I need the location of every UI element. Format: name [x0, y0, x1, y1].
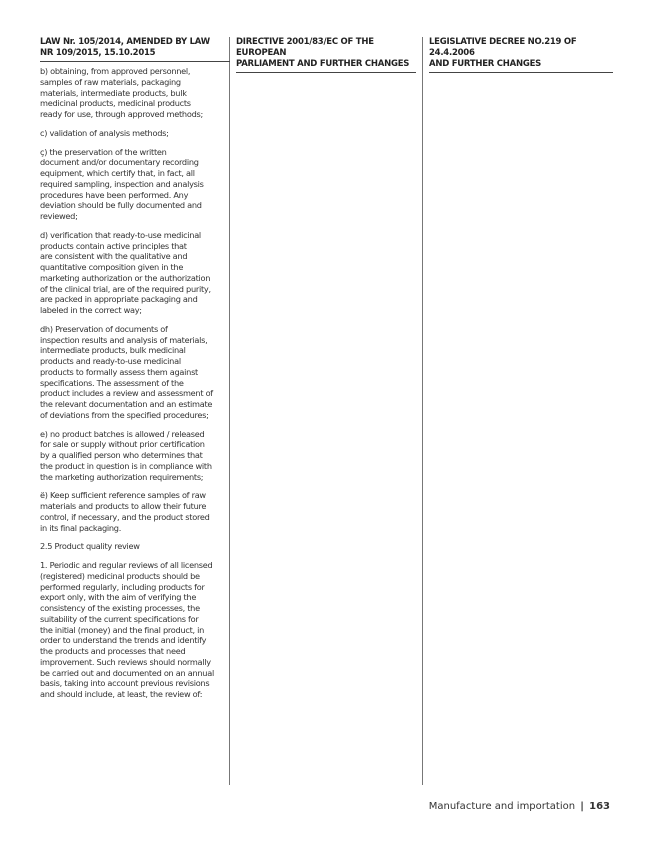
- text-line: medicinal products, medicinal products: [40, 98, 191, 109]
- text-line: in its final packaging.: [40, 522, 122, 533]
- text-line: are consistent with the qualitative and: [40, 251, 188, 262]
- text-line: c) validation of analysis methods;: [40, 127, 169, 138]
- paragraph: [40, 66, 230, 120]
- text-line: basis, taking into account previous revisions: [40, 678, 210, 689]
- text-line: dh) Preservation of documents of: [40, 323, 168, 334]
- header-line: DIRECTIVE 2001/83/EC OF THE EUROPEAN: [236, 37, 374, 58]
- text-line: labeled in the correct way;: [40, 305, 142, 315]
- text-line: the relevant documentation and an estimate: [40, 399, 213, 409]
- text-line: performed regularly, including products for: [40, 581, 205, 592]
- text-line: are packed in appropriate packaging and: [40, 294, 198, 305]
- text-line: suitability of the current specifications for: [40, 613, 199, 624]
- text-line: improvement. Such reviews should normally: [40, 656, 211, 667]
- paragraph: [40, 147, 230, 222]
- footer-separator: |: [580, 801, 584, 812]
- text-line: (registered) medicinal products should be: [40, 570, 200, 581]
- text-line: deviation should be fully documented and: [40, 200, 202, 211]
- text-line: marketing authorization or the authorization: [40, 272, 211, 283]
- text-line: ready for use, through approved methods;: [40, 109, 203, 119]
- page-footer: [429, 801, 610, 812]
- text-line: 1. Periodic and regular reviews of all licensed: [40, 560, 213, 570]
- text-line: equipment, which certify that, in fact, all: [40, 168, 195, 178]
- text-line: intermediate products, bulk medicinal: [40, 345, 186, 356]
- paragraph: [40, 490, 230, 533]
- column-divider: [422, 37, 423, 785]
- column-directive-2001-83-ec: [236, 37, 416, 73]
- paragraph: [40, 429, 230, 483]
- text-line: document and/or documentary recording: [40, 157, 199, 168]
- text-line: for sale or supply without prior certification: [40, 439, 205, 450]
- text-line: the initial (money) and the final product, in: [40, 624, 205, 635]
- column-header-legislative-decree: [429, 37, 613, 73]
- text-line: inspection results and analysis of materials,: [40, 334, 208, 345]
- paragraph: [40, 128, 230, 139]
- text-line: procedures have been performed. Any: [40, 189, 189, 200]
- text-line: the products and processes that need: [40, 646, 186, 656]
- footer-section-title: Manufacture and importation: [428, 801, 576, 812]
- header-line: AND FURTHER CHANGES: [429, 59, 542, 69]
- text-line: samples of raw materials, packaging: [40, 76, 181, 87]
- text-line: order to understand the trends and identify: [40, 635, 207, 646]
- text-line: quantitative composition given in the: [40, 262, 184, 272]
- text-line: the marketing authorization requirements;: [40, 471, 204, 482]
- text-line: ë) Keep sufficient reference samples of raw: [40, 490, 206, 501]
- paragraph: [40, 324, 230, 421]
- paragraph: [40, 541, 230, 552]
- text-line: reviewed;: [40, 211, 78, 221]
- text-line: required sampling, inspection and analysis: [40, 178, 204, 189]
- text-line: be carried out and documented on an annual: [40, 667, 214, 678]
- text-line: consistency of the existing processes, the: [40, 603, 200, 613]
- header-line: NR 109/2015, 15.10.2015: [40, 48, 156, 58]
- text-line: materials, intermediate products, bulk: [40, 87, 187, 98]
- header-line: LAW Nr. 105/2014, AMENDED BY LAW: [40, 37, 210, 47]
- column-body: [40, 66, 230, 700]
- column-law-105-2014: [40, 37, 230, 708]
- paragraph: [40, 560, 230, 700]
- text-line: products to formally assess them against: [40, 366, 198, 377]
- header-line: PARLIAMENT AND FURTHER CHANGES: [236, 59, 410, 69]
- text-line: by a qualified person who determines that: [40, 450, 203, 460]
- text-line: products contain active principles that: [40, 240, 187, 251]
- text-line: ç) the preservation of the written: [40, 146, 167, 157]
- page-number: 163: [589, 801, 610, 812]
- column-header-directive: [236, 37, 416, 73]
- comparison-table: [40, 37, 613, 785]
- header-line: LEGISLATIVE DECREE NO.219 OF 24.4.2006: [429, 37, 577, 58]
- text-line: products and ready-to-use medicinal: [40, 356, 181, 366]
- text-line: the product in question is in compliance with: [40, 460, 212, 471]
- column-legislative-decree-219: [429, 37, 613, 73]
- text-line: b) obtaining, from approved personnel,: [40, 66, 191, 76]
- text-line: product includes a review and assessment of: [40, 388, 213, 399]
- paragraph: [40, 230, 230, 316]
- text-line: e) no product batches is allowed / released: [40, 428, 205, 439]
- text-line: materials and products to allow their future: [40, 501, 207, 511]
- text-line: 2.5 Product quality review: [40, 541, 140, 552]
- text-line: export only, with the aim of verifying the: [40, 592, 197, 603]
- text-line: control, if necessary, and the product stored: [40, 511, 210, 522]
- column-header-law-105-2014: [40, 37, 230, 62]
- text-line: d) verification that ready-to-use medicinal: [40, 229, 201, 240]
- text-line: of deviations from the specified procedures;: [40, 409, 209, 420]
- text-line: and should include, at least, the review of:: [40, 689, 203, 699]
- text-line: specifications. The assessment of the: [40, 377, 184, 388]
- text-line: of the clinical trial, are of the required purity,: [40, 283, 211, 294]
